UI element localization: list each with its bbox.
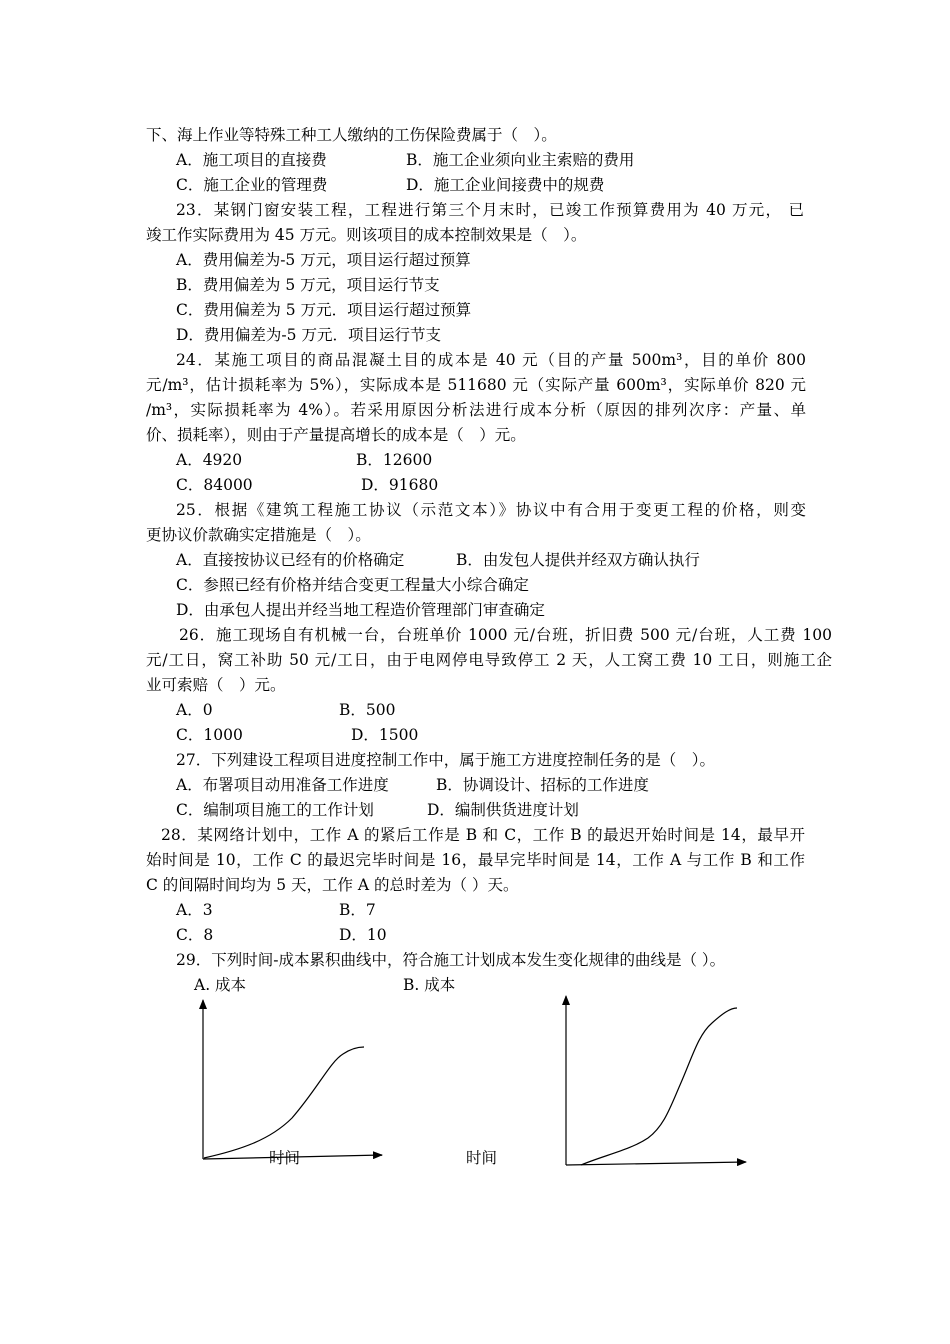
q24-stem-line3: /m³，实际损耗率为 4%）。若采用原因分析法进行成本分析（原因的排列次序：产量、单 bbox=[146, 401, 806, 419]
q23-stem-line1: 23．某钢门窗安装工程，工程进行第三个月末时，已竣工作预算费用为 40 万元， 已 bbox=[176, 201, 804, 219]
q22-option-b: B．施工企业须向业主索赔的费用 bbox=[406, 151, 635, 169]
q28-option-d: D．10 bbox=[339, 926, 387, 944]
q23-option-b: B．费用偏差为 5 万元，项目运行节支 bbox=[176, 276, 440, 294]
q26-option-d: D．1500 bbox=[351, 726, 419, 744]
q28-option-a: A．3 bbox=[176, 901, 213, 919]
q29-graph-a-curve bbox=[204, 1047, 364, 1158]
q26-option-c: C．1000 bbox=[176, 726, 243, 744]
q23-option-d: D．费用偏差为-5 万元．项目运行节支 bbox=[176, 326, 441, 344]
q29-stem: 29．下列时间-成本累积曲线中，符合施工计划成本发生变化规律的曲线是（ ）。 bbox=[176, 951, 726, 969]
q28-stem-line2: 始时间是 10，工作 C 的最迟完毕时间是 16，最早完毕时间是 14，工作 A 与工作 B 和工作 bbox=[146, 851, 805, 869]
q23-option-c: C．费用偏差为 5 万元．项目运行超过预算 bbox=[176, 301, 472, 319]
q28-option-c: C．8 bbox=[176, 926, 214, 944]
q25-stem-line2: 更协议价款确实定措施是（ ）。 bbox=[146, 526, 371, 544]
q26-stem-line3: 业可索赔（ ）元。 bbox=[146, 676, 286, 694]
q27-option-a: A．布署项目动用准备工作进度 bbox=[176, 776, 389, 794]
q26-stem-line1: 26．施工现场自有机械一台，台班单价 1000 元/台班，折旧费 500 元/台班，人工费 100 bbox=[179, 626, 832, 644]
q28-stem-line3: C 的间隔时间均为 5 天，工作 A 的总时差为（ ）天。 bbox=[146, 876, 519, 894]
q22-option-a: A．施工项目的直接费 bbox=[176, 151, 327, 169]
q26-option-b: B．500 bbox=[339, 701, 396, 719]
q22-option-d: D．施工企业间接费中的规费 bbox=[406, 176, 605, 194]
q29-graph-a-label: A. 成本 bbox=[194, 976, 247, 994]
q29-graph-b-curve bbox=[581, 1008, 737, 1165]
q27-stem: 27．下列建设工程项目进度控制工作中，属于施工方进度控制任务的是（ ）。 bbox=[176, 751, 715, 769]
q22-stem: 下、海上作业等特殊工种工人缴纳的工伤保险费属于（ ）。 bbox=[146, 126, 557, 144]
q29-graph-b-x-axis bbox=[566, 1162, 746, 1165]
q27-option-b: B．协调设计、招标的工作进度 bbox=[436, 776, 649, 794]
q25-option-c: C．参照已经有价格并结合变更工程量大小综合确定 bbox=[176, 576, 529, 594]
q25-option-a: A．直接按协议已经有的价格确定 bbox=[176, 551, 405, 569]
q25-option-b: B．由发包人提供并经双方确认执行 bbox=[456, 551, 700, 569]
q24-option-a: A．4920 bbox=[176, 451, 243, 469]
q23-option-a: A．费用偏差为-5 万元，项目运行超过预算 bbox=[176, 251, 471, 269]
q29-graph-a-x-label: 时间 bbox=[269, 1149, 301, 1167]
q24-stem-line1: 24．某施工项目的商品混凝土目的成本是 40 元（目的产量 500m³，目的单价 800 bbox=[176, 351, 806, 369]
q27-option-c: C．编制项目施工的工作计划 bbox=[176, 801, 374, 819]
q27-option-d: D．编制供货进度计划 bbox=[427, 801, 579, 819]
q26-stem-line2: 元/工日，窝工补助 50 元/工日，由于电网停电导致停工 2 天，人工窝工费 10 工日，则施工企 bbox=[146, 651, 832, 669]
q29-graph-b-label: B. 成本 bbox=[403, 976, 456, 994]
q24-stem-line4: 价、损耗率），则由于产量提高增长的成本是（ ）元。 bbox=[146, 426, 526, 444]
q22-option-c: C．施工企业的管理费 bbox=[176, 176, 328, 194]
q26-option-a: A．0 bbox=[176, 701, 213, 719]
q23-stem-line2: 竣工作实际费用为 45 万元。则该项目的成本控制效果是（ ）。 bbox=[146, 226, 587, 244]
q28-option-b: B．7 bbox=[339, 901, 376, 919]
q24-stem-line2: 元/m³，估计损耗率为 5%），实际成本是 511680 元（实际产量 600m³，实际单价 820 元 bbox=[146, 376, 806, 394]
q24-option-b: B．12600 bbox=[356, 451, 433, 469]
q28-stem-line1: 28．某网络计划中，工作 A 的紧后工作是 B 和 C，工作 B 的最迟开始时间是 14，最早开 bbox=[161, 826, 805, 844]
q24-option-d: D．91680 bbox=[361, 476, 439, 494]
q25-option-d: D．由承包人提出并经当地工程造价管理部门审查确定 bbox=[176, 601, 545, 619]
q25-stem-line1: 25．根据《建筑工程施工协议（示范文本）》协议中有合用于变更工程的价格，则变 bbox=[176, 501, 806, 519]
q29-graph-b-x-label: 时间 bbox=[466, 1149, 498, 1167]
q24-option-c: C．84000 bbox=[176, 476, 253, 494]
